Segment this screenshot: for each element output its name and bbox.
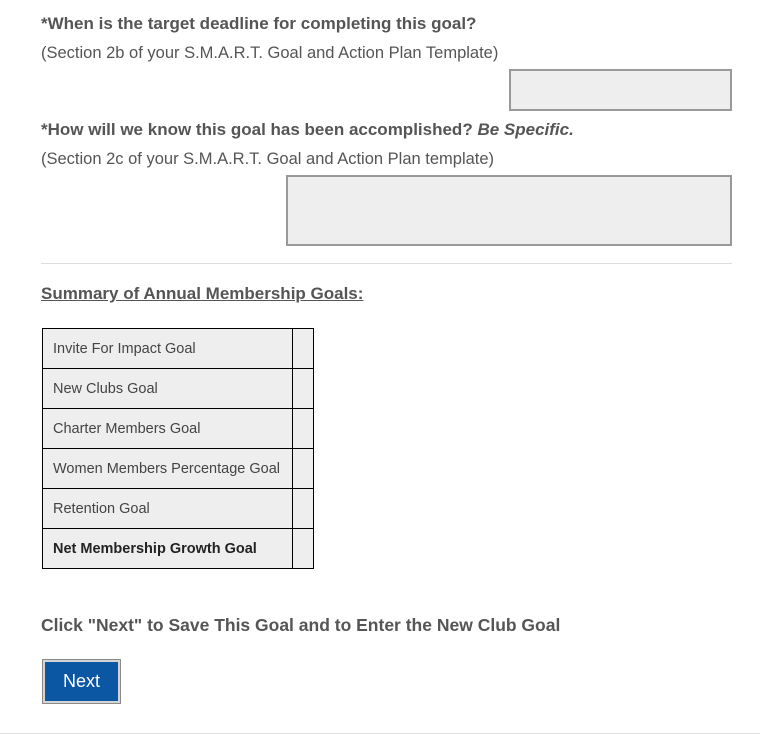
goal-value bbox=[293, 449, 314, 489]
goal-value bbox=[293, 409, 314, 449]
deadline-question-subtitle: (Section 2b of your S.M.A.R.T. Goal and Action Plan Template) bbox=[41, 44, 499, 62]
summary-table bbox=[42, 328, 314, 569]
table-row bbox=[43, 409, 314, 449]
table-row bbox=[43, 329, 314, 369]
next-button[interactable]: Next bbox=[42, 659, 121, 704]
table-row bbox=[43, 489, 314, 529]
accomplished-question-emphasis: Be Specific. bbox=[477, 120, 574, 139]
goal-label: Charter Members Goal bbox=[43, 409, 293, 449]
accomplished-question-text: *How will we know this goal has been accomplished? bbox=[41, 120, 473, 139]
goal-label: Invite For Impact Goal bbox=[43, 329, 293, 369]
goal-label: Net Membership Growth Goal bbox=[43, 529, 293, 569]
deadline-input[interactable] bbox=[509, 69, 732, 111]
table-row-total bbox=[43, 529, 314, 569]
accomplished-question-title bbox=[41, 120, 574, 140]
goal-value bbox=[293, 329, 314, 369]
goal-value bbox=[293, 529, 314, 569]
deadline-question-title: *When is the target deadline for completing this goal? bbox=[41, 14, 477, 33]
summary-heading: Summary of Annual Membership Goals: bbox=[41, 284, 364, 303]
goal-value bbox=[293, 489, 314, 529]
next-instruction: Click "Next" to Save This Goal and to Enter the New Club Goal bbox=[41, 615, 561, 635]
goal-label: Women Members Percentage Goal bbox=[43, 449, 293, 489]
accomplished-question-subtitle: (Section 2c of your S.M.A.R.T. Goal and Action Plan template) bbox=[41, 150, 495, 168]
accomplished-textarea[interactable] bbox=[286, 175, 732, 246]
section-divider bbox=[41, 263, 732, 264]
bottom-divider bbox=[0, 733, 760, 734]
goal-value bbox=[293, 369, 314, 409]
table-row bbox=[43, 449, 314, 489]
goal-label: Retention Goal bbox=[43, 489, 293, 529]
table-row bbox=[43, 369, 314, 409]
goal-label: New Clubs Goal bbox=[43, 369, 293, 409]
